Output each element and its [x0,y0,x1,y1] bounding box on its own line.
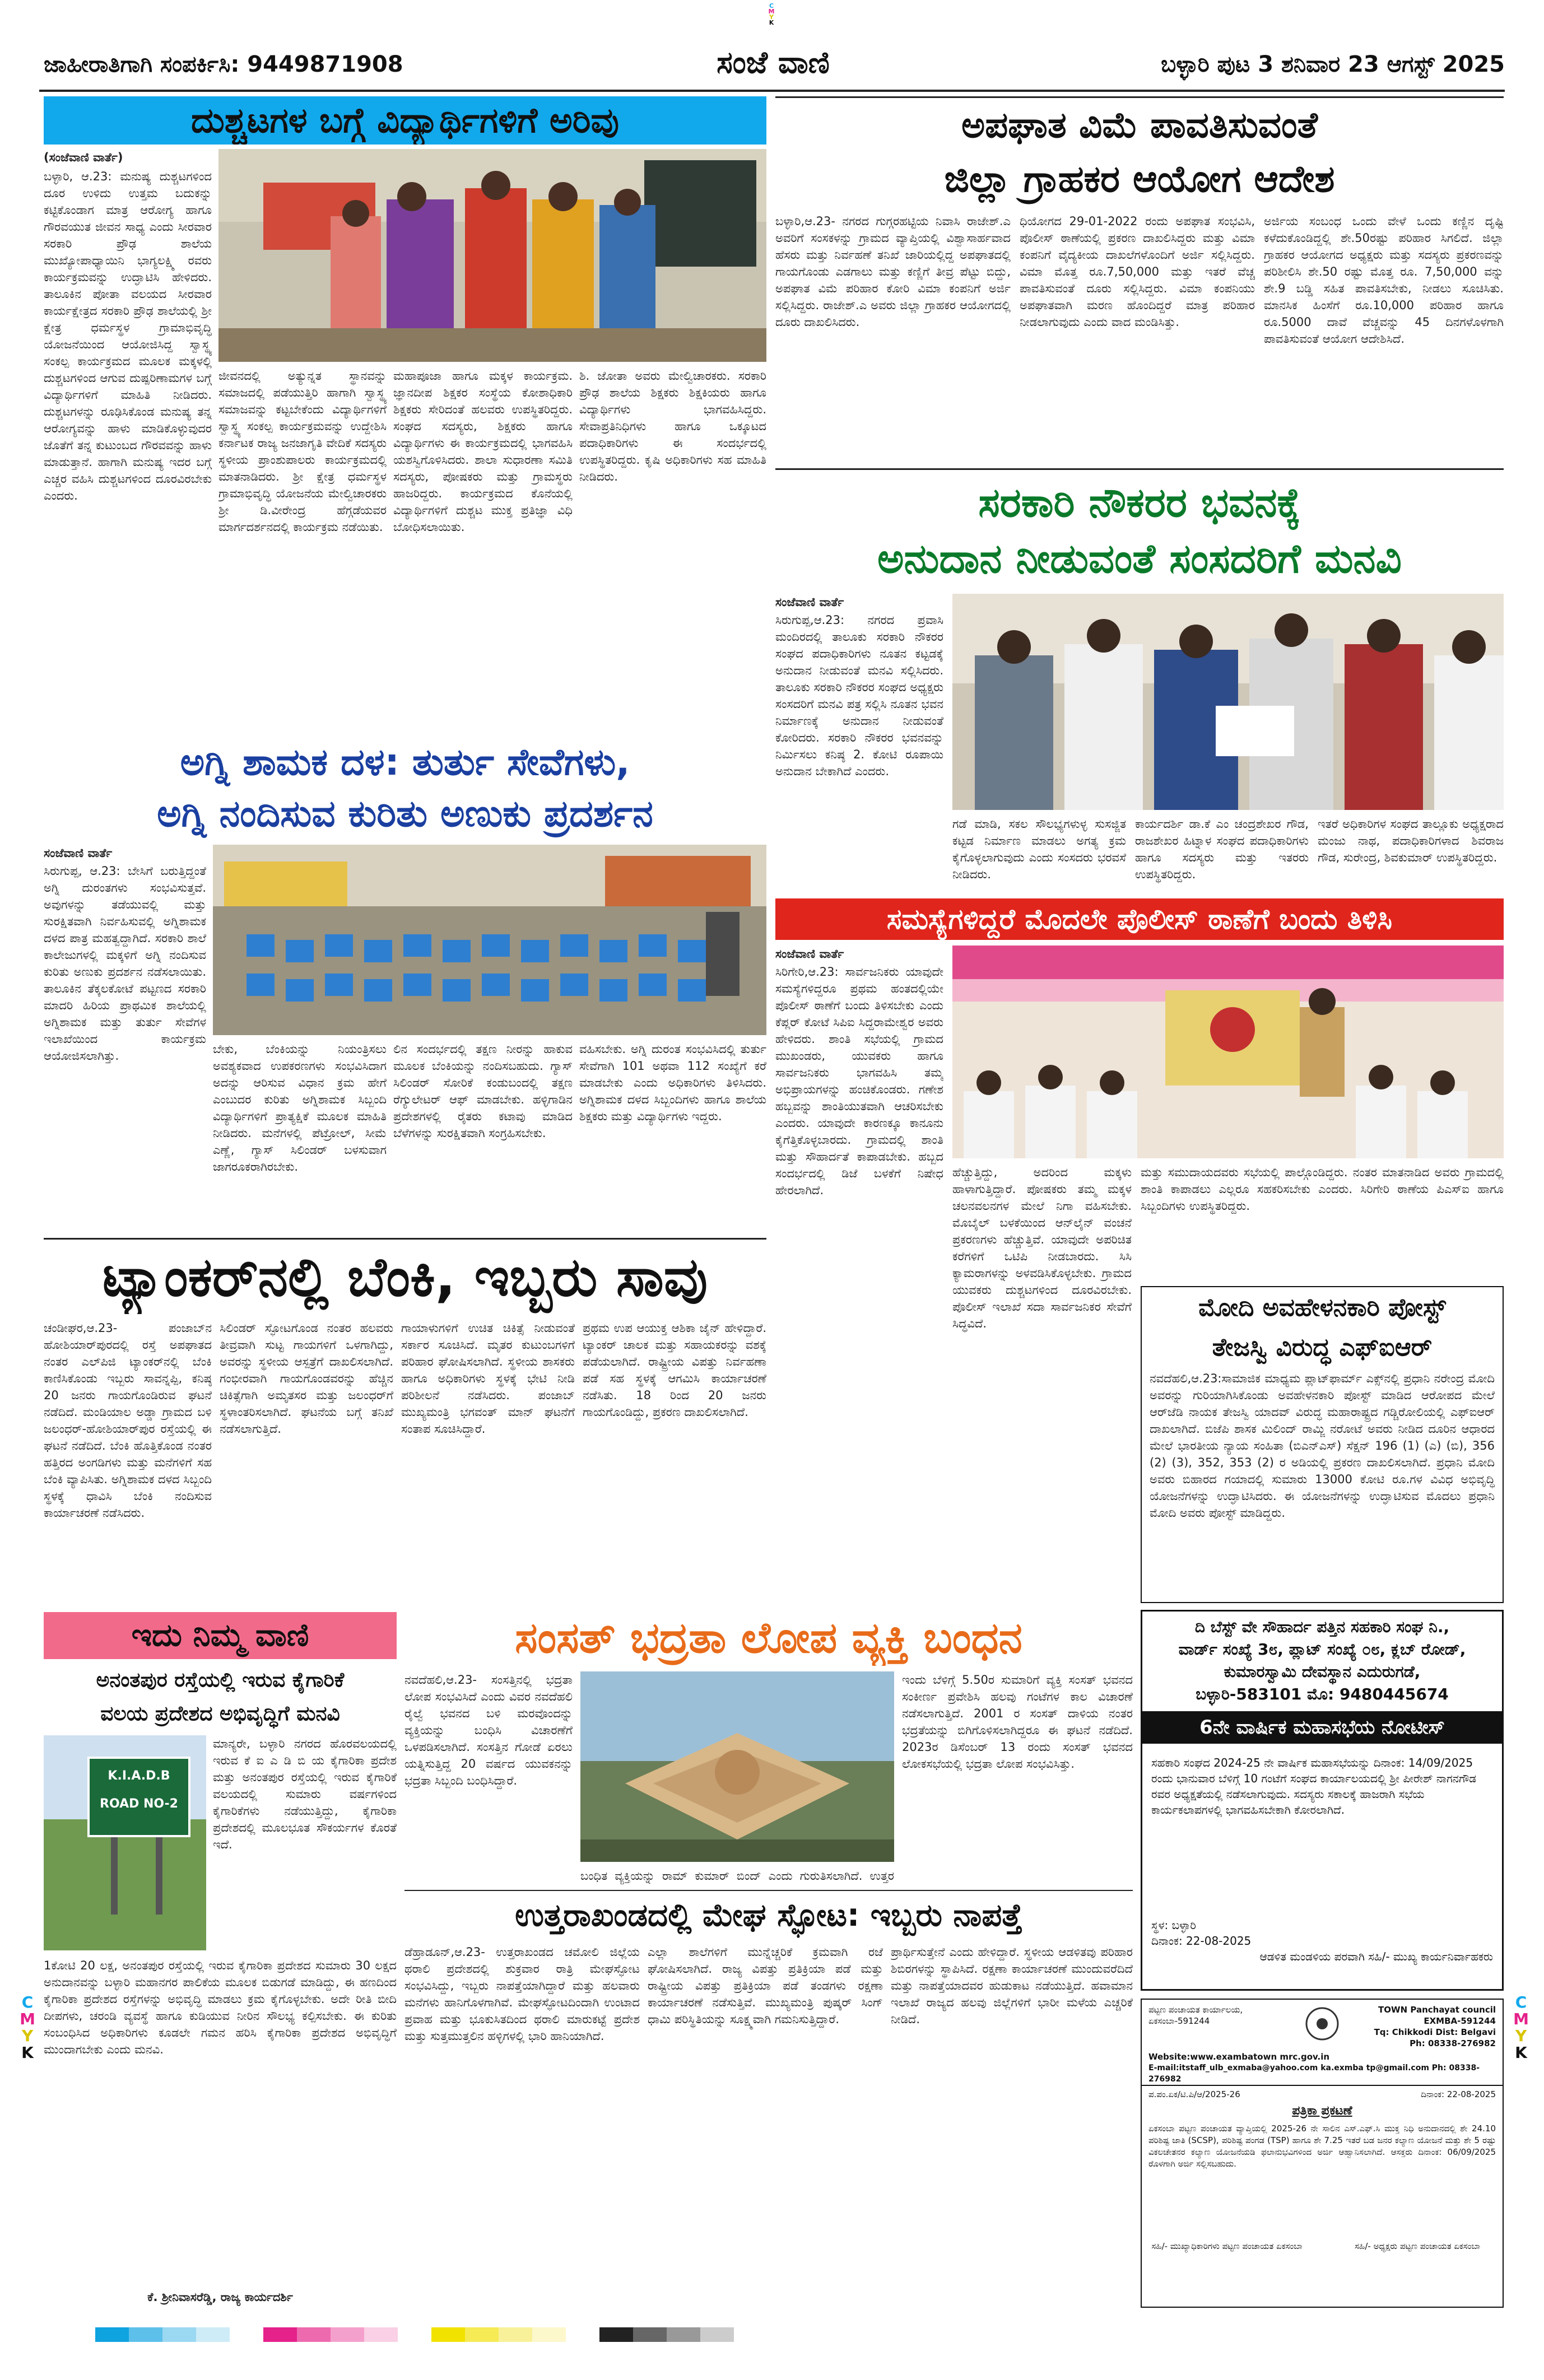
ad2-ref: ಪ.ಪಂ.ಏಕ/ಟಿ.ಪಿ/ಆ/2025-26 [1148,2089,1240,2099]
story7-body: ನವದೆಹಲಿ,ಆ.23:ಸಾಮಾಜಿಕ ಮಾಧ್ಯಮ ಪ್ಲಾಟ್‌ಫಾರ್ಮ್ ಎಕ್ಸ್‌ನಲ್ಲಿ ಪ್ರಧಾನಿ ನರೇಂದ್ರ ಮೋದಿ ಅವರನ್ನು ಗುರಿಯಾಗಿಸಿಕೊಂಡು ಅವಹೇಳನಕಾರಿ ಪೋಸ್ಟ್ ಮಾಡಿದ ಆರೋಪದ ಮೇಲೆ ಆರ್‌ಜೆಡಿ ನಾಯಕ ತೇಜಸ್ವಿ ಯಾದವ್ ವಿರುದ್ಧ ಮಹಾರಾಷ್ಟ್ರದ ಗಡ್ಚಿರೋಲಿಯಲ್ಲಿ ಎಫ್‌ಐಆರ್ ದಾಖಲಾಗಿದೆ. ಬಿಜೆಪಿ ಶಾಸಕ ಮಿಲಿಂದ್ ರಾಮ್ಜಿ ನರೋಟೆ ಅವರು ನೀಡಿದ ದೂರಿನ ಆಧಾರದ ಮೇಲೆ ಭಾರತೀಯ ನ್ಯಾಯ ಸಂಹಿತಾ (ಬಿಎನ್ಎಸ್) ಸೆಕ್ಷನ್ 196 (1) (ಎ) (ಬಿ), 356 (2) (3), 352, 353 (2) ರ ಅಡಿಯಲ್ಲಿ ಪ್ರಕರಣ ದಾಖಲಿಸಲಾಗಿದೆ. ಪ್ರಧಾನಿ ಮೋದಿ ಅವರು ಬಿಹಾರದ ಗಯಾದಲ್ಲಿ ಸುಮಾರು 13000 ಕೋಟಿ ರೂ.ಗಳ ವಿವಿಧ ಅಭಿವೃದ್ಧಿ ಯೋಜನೆಗಳನ್ನು ಉದ್ಘಾಟಿಸಿದರು. ಈ ಯೋಜನೆಗಳನ್ನು ಉದ್ಘಾಟಿಸುವ ಮೊದಲು ಪ್ರಧಾನಿ ಮೋದಿ ಅವರು ಪೋಸ್ಟ್ ಮಾಡಿದ್ದರು. [1150,1372,1495,1520]
story3-col1: ಸಿರುಗುಪ್ಪ,ಆ.23: ನಗರದ ಪ್ರವಾಸಿ ಮಂದಿರದಲ್ಲಿ ತಾಲೂಕು ಸರಕಾರಿ ನೌಕರರ ಸಂಘದ ಪದಾಧಿಕಾರಿಗಳು ನೂತನ ಕಟ್ಟಡಕ್ಕೆ ಅನುದಾನ ನೀಡುವಂತೆ ಮನವಿ ಸಲ್ಲಿಸಿದರು. ತಾಲೂಕು ಸರಕಾರಿ ನೌಕರರ ಸಂಘದ ಅಧ್ಯಕ್ಷರು ಸಂಸದರಿಗೆ ಮನವಿ ಪತ್ರ ಸಲ್ಲಿಸಿ ನೂತನ ಭವನ ನಿರ್ಮಾಣಕ್ಕೆ ಅನುದಾನ ನೀಡುವಂತೆ ಕೋರಿದರು. ಸರಕಾರಿ ನೌಕರರ ಭವನವನ್ನು ನಿರ್ಮಿಸಲು ಕನಿಷ್ಠ 2. ಕೋಟಿ ರೂಪಾಯಿ ಅನುದಾನ ಬೇಕಾಗಿದೆ ಎಂದರು. [775,613,943,778]
story5-col2: ಹೆಚ್ಚುತ್ತಿದ್ದು, ಅದರಿಂದ ಮಕ್ಕಳು ಹಾಳಾಗುತ್ತಿದ್ದಾರೆ. ಪೋಷಕರು ತಮ್ಮ ಮಕ್ಕಳ ಚಲನವಲನಗಳ ಮೇಲೆ ನಿಗಾ ವಹಿಸಬೇಕು. ಮೊಬೈಲ್ ಬಳಕೆಯಿಂದ ಆನ್‌ಲೈನ್ ವಂಚನೆ ಪ್ರಕರಣಗಳು ಹೆಚ್ಚುತ್ತಿವೆ. ಯಾವುದೇ ಅಪರಿಚಿತ ಕರೆಗಳಿಗೆ ಒಟಿಪಿ ನೀಡಬಾರದು. ಸಿಸಿ ಕ್ಯಾಮರಾಗಳನ್ನು ಅಳವಡಿಸಿಕೊಳ್ಳಬೇಕು. ಗ್ರಾಮದ ಯುವಕರು ದುಶ್ಚಟಗಳಿಂದ ದೂರವಿರಬೇಕು. ಪೊಲೀಸ್ ಇಲಾಖೆ ಸದಾ ಸಾರ್ವಜನಿಕರ ಸೇವೆಗೆ ಸಿದ್ಧವಿದೆ. [952,1166,1132,1330]
story1-col2: ಜೀವನದಲ್ಲಿ ಅತ್ಯುನ್ನತ ಸ್ಥಾನವನ್ನು ಸಮಾಜದಲ್ಲಿ ಪಡೆಯುತ್ತಿರಿ ಹಾಗಾಗಿ ಸ್ವಾಸ್ಥ್ಯ ಸಮಾಜವನ್ನು ಕಟ್ಟಬೇಕೆಂದು ವಿದ್ಯಾರ್ಥಿಗಳಿಗೆ ಸ್ವಾಸ್ಥ್ಯ ಸಂಕಲ್ಪ ಕಾರ್ಯಕ್ರಮವನ್ನು ಉದ್ದೇಶಿಸಿ ಕರ್ನಾಟಕ ರಾಜ್ಯ ಜನಜಾಗೃತಿ ವೇದಿಕೆ ಸದಸ್ಯರು ಸ್ಥಳೀಯ ಪ್ರಾಂಶುಪಾಲರು ಕಾರ್ಯಕ್ರಮದಲ್ಲಿ ಮಾತನಾಡಿದರು. ಶ್ರೀ ಕ್ಷೇತ್ರ ಧರ್ಮಸ್ಥಳ ಗ್ರಾಮಾಭಿವೃದ್ಧಿ ಯೋಜನೆಯ ಮೇಲ್ವಿಚಾರಕರು ಶ್ರೀ ಡಿ.ವೀರೇಂದ್ರ ಹೆಗ್ಗಡೆಯವರ ಮಾರ್ಗದರ್ಶನದಲ್ಲಿ ಕಾರ್ಯಕ್ರಮ ನಡೆಯಿತು. [218,369,387,534]
story9-col2: ಬಂಧಿತ ವ್ಯಕ್ತಿಯನ್ನು ರಾಮ್ ಕುಮಾರ್ ಬಿಂದ್ ಎಂದು ಗುರುತಿಸಲಾಗಿದೆ. ಉತ್ತರ [580,1869,894,1883]
story4-byline: ಸಂಜೆವಾಣಿ ವಾರ್ತೆ [44,846,113,860]
ad1-date: ದಿನಾಂಕ: 22-08-2025 [1151,1934,1252,1948]
story4-headline-2: ಅಗ್ನಿ ನಂದಿಸುವ ಕುರಿತು ಅಣುಕು ಪ್ರದರ್ಶನ [157,791,653,835]
story3-headline-2: ಅನುದಾನ ನೀಡುವಂತೆ ಸಂಸದರಿಗೆ ಮನವಿ [877,535,1402,582]
story1-byline: (ಸಂಜೆವಾಣಿ ವಾರ್ತೆ) [44,151,123,164]
ad2-emblem-icon [1291,2004,1353,2043]
ad2-body: ಏಕಸಂಬಾ ಪಟ್ಟಣ ಪಂಚಾಯತ ವ್ಯಾಪ್ತಿಯಲ್ಲಿ 2025-26 ನೇ ಸಾಲಿನ ಎಸ್.ಎಫ್.ಸಿ ಮುಕ್ತ ನಿಧಿ ಅನುದಾನದಲ್ಲಿ ಶೇ 24.10 ಪರಿಶಿಷ್ಟ ಜಾತಿ (SCSP), ಪರಿಶಿಷ್ಟ ಪಂಗಡ (TSP) ಹಾಗೂ ಶೇ 7.25 ಇತರೆ ಬಡ ಜನರ ಕಲ್ಯಾಣ ಯೋಜನೆ ಮತ್ತು ಶೇ 5 ರಷ್ಟು ವಿಕಲಚೇತನರ ಕಲ್ಯಾಣ ಯೋಜನೆಯಡಿ ಫಲಾನುಭವಿಗಳಿಂದ ಅರ್ಜಿ ಆಹ್ವಾನಿಸಲಾಗಿದೆ. ಆಸಕ್ತರು ದಿನಾಂಕ: 06/09/2025 ರೊಳಗಾಗಿ ಅರ್ಜಿ ಸಲ್ಲಿಸಬಹುದು. [1148,2123,1496,2169]
story9-col1: ನವದೆಹಲಿ,ಆ.23- ಸಂಸತ್ತಿನಲ್ಲಿ ಭದ್ರತಾ ಲೋಪ ಸಂಭವಿಸಿದೆ ಎಂದು ವಿವರ ನವದೆಹಲಿ ರೈಲ್ವೆ ಭವನದ ಬಳಿ ಮರವೊಂದನ್ನು ವ್ಯಕ್ತಿಯನ್ನು ಬಂಧಿಸಿ ವಿಚಾರಣೆಗೆ ಒಳಪಡಿಸಲಾಗಿದೆ. ಸಂಸತ್ತಿನ ಗೋಡೆ ಏರಲು ಯತ್ನಿಸುತ್ತಿದ್ದ 20 ವರ್ಷದ ಯುವಕನನ್ನು ಭದ್ರತಾ ಸಿಬ್ಬಂದಿ ಬಂಧಿಸಿದ್ದಾರೆ. [404,1673,573,1787]
masthead-logo: ಸಂಜೆ ವಾಣಿ [717,45,830,80]
ad2-header-right-3: Ph: 08338-276982 [1410,2038,1496,2048]
story4-headline-1: ಅಗ್ನಿ ಶಾಮಕ ದಳ: ತುರ್ತು ಸೇವೆಗಳು, [180,740,630,784]
cmyk-left-mark: C M Y K [20,1993,35,2062]
story7-headline-1: ಮೋದಿ ಅವಹೇಳನಕಾರಿ ಪೋಸ್ಟ್ [1198,1293,1446,1322]
cmyk-right-mark: C M Y K [1513,1993,1529,2062]
ad2-website[interactable]: Website:www.exambatown mrc.gov.in [1148,2052,1330,2062]
story2-headline-1: ಅಪಘಾತ ವಿಮೆ ಪಾವತಿಸುವಂತೆ [961,105,1318,146]
story3-col2: ಗಡೆ ಮಾಡಿ, ಸಕಲ ಸೌಲಭ್ಯಗಳುಳ್ಳ ಸುಸಜ್ಜಿತ ಕಟ್ಟಡ ನಿರ್ಮಾಣ ಮಾಡಲು ಅಗತ್ಯ ಕ್ರಮ ಕೈಗೊಳ್ಳಲಾಗುವುದು ಎಂದು ಸಂಸದರು ಭರವಸೆ ನೀಡಿದರು. [952,817,1126,881]
story10-col2: ಎಲ್ಲಾ ಶಾಲೆಗಳಿಗೆ ಮುನ್ನೆಚ್ಚರಿಕೆ ಕ್ರಮವಾಗಿ ರಜೆ ಘೋಷಿಸಲಾಗಿದೆ. ರಾಜ್ಯ ವಿಪತ್ತು ಪ್ರತಿಕ್ರಿಯಾ ಪಡೆ ಮತ್ತು ರಾಷ್ಟ್ರೀಯ ವಿಪತ್ತು ಪ್ರತಿಕ್ರಿಯಾ ಪಡೆ ತಂಡಗಳು ರಕ್ಷಣಾ ಕಾರ್ಯಾಚರಣೆ ನಡೆಸುತ್ತಿವೆ. ಮುಖ್ಯಮಂತ್ರಿ ಪುಷ್ಕರ್ ಸಿಂಗ್ ಧಾಮಿ ಪರಿಸ್ಥಿತಿಯನ್ನು ಸೂಕ್ಷ್ಮವಾಗಿ ಗಮನಿಸುತ್ತಿದ್ದಾರೆ. [648,1945,883,2026]
ad1-sign: ಆಡಳಿತ ಮಂಡಳಿಯ ಪರವಾಗಿ ಸಹಿ/- ಮುಖ್ಯ ಕಾರ್ಯನಿರ್ವಾಹಕರು [1259,1950,1493,1963]
story6-col3: ಗಾಯಾಳುಗಳಿಗೆ ಉಚಿತ ಚಿಕಿತ್ಸೆ ನೀಡುವಂತೆ ಸರ್ಕಾರ ಸೂಚಿಸಿದೆ. ಮೃತರ ಕುಟುಂಬಗಳಿಗೆ ಪರಿಹಾರ ಘೋಷಿಸಲಾಗಿದೆ. ಸ್ಥಳೀಯ ಶಾಸಕರು ಹಾಗೂ ಅಧಿಕಾರಿಗಳು ಸ್ಥಳಕ್ಕೆ ಭೇಟಿ ನೀಡಿ ಪರಿಶೀಲನೆ ನಡೆಸಿದರು. ಪಂಜಾಬ್ ಮುಖ್ಯಮಂತ್ರಿ ಭಗವಂತ್ ಮಾನ್ ಘಟನೆಗೆ ಸಂತಾಪ ಸೂಚಿಸಿದ್ದಾರೆ. [401,1321,575,1436]
ad1-notice: 6ನೇ ವಾರ್ಷಿಕ ಮಹಾಸಭೆಯ ನೋಟೀಸ್ [1142,1711,1502,1744]
story3-headline-1: ಸರಕಾರಿ ನೌಕರರ ಭವನಕ್ಕೆ [978,479,1301,526]
ad1-title-2: ವಾರ್ಡ್ ಸಂಖ್ಯೆ 3೮, ಪ್ಲಾಟ್ ಸಂಖ್ಯೆ ೦೮, ಕ್ಲಬ್ ರೋಡ್, [1178,1640,1466,1659]
story5-photo [952,946,1504,1158]
story4-col2: ಬೇಕು, ಬೆಂಕಿಯನ್ನು ನಿಯಂತ್ರಿಸಲು ಅವಶ್ಯಕವಾದ ಉಪಕರಣಗಳು ಸಂಭವಿಸಿದಾಗ ಅದನ್ನು ಆರಿಸುವ ವಿಧಾನ ಕ್ರಮ ಹೇಗೆ ಎಂಬುದರ ಕುರಿತು ಅಗ್ನಿಶಾಮಕ ಸಿಬ್ಬಂದಿ ವಿದ್ಯಾರ್ಥಿಗಳಿಗೆ ಪ್ರಾತ್ಯಕ್ಷಿಕೆ ಮೂಲಕ ಮಾಹಿತಿ ನೀಡಿದರು. ಮನೆಗಳಲ್ಲಿ ಪೆಟ್ರೋಲ್, ಸೀಮೆ ಎಣ್ಣೆ, ಗ್ಯಾಸ್ ಸಿಲಿಂಡರ್ ಬಳಸುವಾಗ ಜಾಗರೂಕರಾಗಿರಬೇಕು. [213,1042,387,1173]
ad1-place: ಸ್ಥಳ: ಬಳ್ಳಾರಿ [1151,1918,1196,1932]
story4-col4: ವಹಿಸಬೇಕು. ಅಗ್ನಿ ದುರಂತ ಸಂಭವಿಸಿದಲ್ಲಿ ತುರ್ತು ಸೇವೆಗಾಗಿ 101 ಅಥವಾ 112 ಸಂಖ್ಯೆಗೆ ಕರೆ ಮಾಡಬೇಕು ಎಂದು ಅಧಿಕಾರಿಗಳು ತಿಳಿಸಿದರು. ಅಗ್ನಿಶಾಮಕ ದಳದ ಸಿಬ್ಬಂದಿಗಳು ಹಾಗೂ ಶಾಲೆಯ ಶಿಕ್ಷಕರು ಮತ್ತು ವಿದ್ಯಾರ್ಥಿಗಳು ಇದ್ದರು. [579,1042,766,1123]
ad1-title-3: ಕುಮಾರಸ್ವಾಮಿ ದೇವಸ್ಥಾನ ಎದುರುಗಡೆ, [1224,1662,1421,1681]
masthead-ad-contact: ಜಾಹೀರಾತಿಗಾಗಿ ಸಂಪರ್ಕಿಸಿ: 9449871908 [44,52,403,77]
story5-col3: ಮತ್ತು ಸಮುದಾಯದವರು ಸಭೆಯಲ್ಲಿ ಪಾಲ್ಗೊಂಡಿದ್ದರು. ನಂತರ ಮಾತನಾಡಿದ ಅವರು ಗ್ರಾಮದಲ್ಲಿ ಶಾಂತಿ ಕಾಪಾಡಲು ಎಲ್ಲರೂ ಸಹಕರಿಸಬೇಕು ಎಂದರು. ಸಿರಿಗೇರಿ ಠಾಣೆಯ ಪಿಎಸ್ಐ ಹಾಗೂ ಸಿಬ್ಬಂದಿಗಳು ಉಪಸ್ಥಿತರಿದ್ದರು. [1141,1166,1504,1213]
story8-sign-line2: ROAD NO-2 [100,1797,178,1811]
story7-box [1141,1286,1504,1603]
story1-col1: ಬಳ್ಳಾರಿ, ಆ.23: ಮನುಷ್ಯ ದುಶ್ಚಟಗಳಿಂದ ದೂರ ಉಳಿದು ಉತ್ತಮ ಬದುಕನ್ನು ಕಟ್ಟಿಕೊಂಡಾಗ ಮಾತ್ರ ಆರೋಗ್ಯ ಹಾಗೂ ಗೌರವಯುತ ಜೀವನ ಸಾಧ್ಯ ಎಂದು ಸೀರವಾರ ಸರಕಾರಿ ಪ್ರೌಢ ಶಾಲೆಯ ಮುಖ್ಯೋಪಾಧ್ಯಾಯಿನಿ ಭಾಗ್ಯಲಕ್ಷ್ಮಿ ರವರು ಕಾರ್ಯಕ್ರಮವನ್ನು ಉದ್ಘಾಟಿಸಿ ಹೇಳಿದರು. ತಾಲೂಕಿನ ಪೋತಾ ವಲಯದ ಸೀರವಾರ ಕಾರ್ಯಕ್ಷೇತ್ರದ ಸರಕಾರಿ ಪ್ರೌಢ ಶಾಲೆಯಲ್ಲಿ ಶ್ರೀ ಕ್ಷೇತ್ರ ಧರ್ಮಸ್ಥಳ ಗ್ರಾಮಾಭಿವೃದ್ಧಿ ಯೋಜನೆಯಿಂದ ಆಯೋಜಿಸಿದ್ದ ಸ್ವಾಸ್ಥ್ಯ ಸಂಕಲ್ಪ ಕಾರ್ಯಕ್ರಮದ ಮೂಲಕ ಮಕ್ಕಳಲ್ಲಿ ದುಶ್ಚಟಗಳಿಂದ ಆಗುವ ದುಷ್ಪರಿಣಾಮಗಳ ಬಗ್ಗೆ ವಿದ್ಯಾರ್ಥಿಗಳಿಗೆ ಮಾಹಿತಿ ನೀಡಿದರು. ದುಶ್ಚಟಗಳನ್ನು ರೂಢಿಸಿಕೊಂಡ ಮನುಷ್ಯ ತನ್ನ ಆರೋಗ್ಯವನ್ನು ಹಾಳು ಮಾಡಿಕೊಳ್ಳುವುದರ ಜೊತೆಗೆ ತನ್ನ ಕುಟುಂಬದ ಗೌರವವನ್ನು ಹಾಳು ಮಾಡುತ್ತಾನೆ. ಹಾಗಾಗಿ ಮನುಷ್ಯ ಇದರ ಬಗ್ಗೆ ಎಚ್ಚರ ವಹಿಸಿ ದುಶ್ಚಟಗಳಿಂದ ದೂರವಿರಬೇಕು ಎಂದರು. [44,170,212,502]
story2-headline-2: ಜಿಲ್ಲಾ ಗ್ರಾಹಕರ ಆಯೋಗ ಆದೇಶ [944,157,1335,201]
story1-col4: ಶಿ. ಜೋತಾ ಅವರು ಮೇಲ್ವಿಚಾರಕರು. ಸರಕಾರಿ ಪ್ರೌಢ ಶಾಲೆಯ ಶಿಕ್ಷಕರು ಶಿಕ್ಷಕಿಯರು ಹಾಗೂ ವಿದ್ಯಾರ್ಥಿಗಳು ಭಾಗವಹಿಸಿದ್ದರು. ಸೇವಾಪ್ರತಿನಿಧಿಗಳು ಹಾಗೂ ಒಕ್ಕೂಟದ ಪದಾಧಿಕಾರಿಗಳು ಈ ಸಂದರ್ಭದಲ್ಲಿ ಉಪಸ್ಥಿತರಿದ್ದರು. ಕೃಷಿ ಅಧಿಕಾರಿಗಳು ಸಹ ಮಾಹಿತಿ ನೀಡಿದರು. [579,369,766,483]
ad1-box [1141,1610,1504,1991]
story4-photo [213,845,766,1035]
story2-col1: ಬಳ್ಳಾರಿ,ಆ.23- ನಗರದ ಗುಗ್ಗರಹಟ್ಟಿಯ ನಿವಾಸಿ ರಾಜೇಶ್.ಎ ಅವರಿಗೆ ಸಂಸಕಳನ್ನು ಗ್ರಾಮದ ವ್ಯಾಪ್ತಿಯಲ್ಲಿ ವಿಶ್ವಾಸಾರ್ಹವಾದ ಹೆಸರು ಮತ್ತು ನಿರ್ವಹಣೆ ತನಿಖೆ ಜಾರಿಯಲ್ಲಿದ್ದ ಅಪಘಾತದಲ್ಲಿ ಗಾಯಗೊಂಡು ಎಡಗಾಲು ಮತ್ತು ಕಣ್ಣಿಗೆ ತೀವ್ರ ಪೆಟ್ಟು ಬಿದ್ದು, ಅಪಘಾತ ವಿಮೆ ಪರಿಹಾರ ಕೋರಿ ವಿಮಾ ಕಂಪನಿಗೆ ಅರ್ಜಿ ಸಲ್ಲಿಸಿದ್ದರು. ರಾಜೇಶ್.ಎ ಅವರು ಜಿಲ್ಲಾ ಗ್ರಾಹಕರ ಆಯೋಗದಲ್ಲಿ ದೂರು ದಾಖಲಿಸಿದರು. [775,215,1011,329]
story9-col3: ಇಂದು ಬೆಳಿಗ್ಗೆ 5.50ರ ಸುಮಾರಿಗೆ ವ್ಯಕ್ತಿ ಸಂಸತ್ ಭವನದ ಸಂಕೀರ್ಣ ಪ್ರವೇಶಿಸಿ ಹಲವು ಗಂಟೆಗಳ ಕಾಲ ವಿಚಾರಣೆ ನಡೆಸಲಾಗುತ್ತಿದೆ. 2001 ರ ಸಂಸತ್ ದಾಳಿಯ ನಂತರ ಭದ್ರತೆಯನ್ನು ಬಿಗಿಗೊಳಿಸಲಾಗಿದ್ದರೂ ಈ ಘಟನೆ ನಡೆದಿದೆ. 2023ರ ಡಿಸೆಂಬರ್ 13 ರಂದು ಸಂಸತ್ ಭವನದ ಲೋಕಸಭೆಯಲ್ಲಿ ಭದ್ರತಾ ಲೋಪ ಸಂಭವಿಸಿತ್ತು. [902,1673,1133,1771]
story3-byline: ಸಂಜೆವಾಣಿ ವಾರ್ತೆ [775,595,844,609]
story5-byline: ಸಂಜೆವಾಣಿ ವಾರ್ತೆ [775,947,844,961]
masthead-rule [39,90,1505,92]
story4-col1: ಸಿರುಗುಪ್ಪ, ಆ.23: ಬೇಸಿಗೆ ಬರುತ್ತಿದ್ದಂತೆ ಅಗ್ನಿ ದುರಂತಗಳು ಸಂಭವಿಸುತ್ತವೆ. ಅವುಗಳನ್ನು ತಡೆಯುವಲ್ಲಿ ಮತ್ತು ಸುರಕ್ಷಿತವಾಗಿ ನಿರ್ವಹಿಸುವಲ್ಲಿ ಅಗ್ನಿಶಾಮಕ ದಳದ ಪಾತ್ರ ಮಹತ್ವದ್ದಾಗಿದೆ. ಸರಕಾರಿ ಶಾಲೆ ಕಾಲೇಜುಗಳಲ್ಲಿ ಮಕ್ಕಳಿಗೆ ಅಗ್ನಿ ನಂದಿಸುವ ಕುರಿತು ಅಣುಕು ಪ್ರದರ್ಶನ ನಡೆಸಲಾಯಿತು. ತಾಲೂಕಿನ ತೆಕ್ಕಲಕೋಟೆ ಪಟ್ಟಣದ ಸರಕಾರಿ ಮಾದರಿ ಹಿರಿಯ ಪ್ರಾಥಮಿಕ ಶಾಲೆಯಲ್ಲಿ ಅಗ್ನಿಶಾಮಕ ಮತ್ತು ತುರ್ತು ಸೇವೆಗಳ ಇಲಾಖೆಯಿಂದ ಕಾರ್ಯಕ್ರಮ ಆಯೋಜಿಸಲಾಗಿತ್ತು. [44,864,206,1063]
story7-headline-2: ತೇಜಸ್ವಿ ವಿರುದ್ಧ ಎಫ್‌ಐಆರ್ [1212,1333,1433,1362]
story6-col2: ಸಿಲಿಂಡರ್ ಸ್ಫೋಟಗೊಂಡ ನಂತರ ಹಲವರು ತೀವ್ರವಾಗಿ ಸುಟ್ಟ ಗಾಯಗಳಿಗೆ ಒಳಗಾಗಿದ್ದು, ಅವರನ್ನು ಸ್ಥಳೀಯ ಆಸ್ಪತ್ರೆಗೆ ದಾಖಲಿಸಲಾಗಿದೆ. ಗಂಭೀರವಾಗಿ ಗಾಯಗೊಂಡವರನ್ನು ಹೆಚ್ಚಿನ ಚಿಕಿತ್ಸೆಗಾಗಿ ಅಮೃತಸರ ಮತ್ತು ಜಲಂಧರ್‌ಗೆ ಸ್ಥಳಾಂತರಿಸಲಾಗಿದೆ. ಘಟನೆಯ ಬಗ್ಗೆ ತನಿಖೆ ನಡೆಸಲಾಗುತ್ತಿದೆ. [220,1321,393,1436]
story5-col1: ಸಿರಿಗೇರಿ,ಆ.23: ಸಾರ್ವಜನಿಕರು ಯಾವುದೇ ಸಮಸ್ಯೆಗಳಿದ್ದರೂ ಪ್ರಥಮ ಹಂತದಲ್ಲಿಯೇ ಪೊಲೀಸ್ ಠಾಣೆಗೆ ಬಂದು ತಿಳಿಸಬೇಕು ಎಂದು ಕೆಪ್ಲರ್ ಕೋಟೆ ಸಿಪಿಐ ಸಿದ್ದರಾಮೇಶ್ವರ ಅವರು ಹೇಳಿದರು. ಶಾಂತಿ ಸಭೆಯಲ್ಲಿ ಗ್ರಾಮದ ಮುಖಂಡರು, ಯುವಕರು ಹಾಗೂ ಸಾರ್ವಜನಿಕರು ಭಾಗವಹಿಸಿ ತಮ್ಮ ಅಭಿಪ್ರಾಯಗಳನ್ನು ಹಂಚಿಕೊಂಡರು. ಗಣೇಶ ಹಬ್ಬವನ್ನು ಶಾಂತಿಯುತವಾಗಿ ಆಚರಿಸಬೇಕು ಎಂದರು. ಯಾವುದೇ ಕಾರಣಕ್ಕೂ ಕಾನೂನು ಕೈಗೆತ್ತಿಕೊಳ್ಳಬಾರದು. ಗ್ರಾಮದಲ್ಲಿ ಶಾಂತಿ ಮತ್ತು ಸೌಹಾರ್ದತೆ ಕಾಪಾಡಬೇಕು. ಹಬ್ಬದ ಸಂದರ್ಭದಲ್ಲಿ ಡಿಜೆ ಬಳಕೆಗೆ ನಿಷೇಧ ಹೇರಲಾಗಿದೆ. [775,965,943,1197]
story5-headline: ಸಮಸ್ಯೆಗಳಿದ್ದರೆ ಮೊದಲೇ ಪೊಲೀಸ್ ಠಾಣೆಗೆ ಬಂದು ತಿಳಿಸಿ [775,898,1504,940]
story8-signature: ಕೆ. ಶ್ರೀನಿವಾಸರೆಡ್ಡಿ, ರಾಜ್ಯ ಕಾರ್ಯದರ್ಶಿ [147,2290,293,2304]
story9-photo [580,1671,894,1862]
story8-body: 1ಕೋಟಿ 20 ಲಕ್ಷ, ಅನಂತಪುರ ರಸ್ತೆಯಲ್ಲಿ ಇರುವ ಕೈಗಾರಿಕಾ ಪ್ರದೇಶದ ಸುಮಾರು 30 ಲಕ್ಷದ ಅನುದಾನವನ್ನು ಬಳ್ಳಾರಿ ಮಹಾನಗರ ಪಾಲಿಕೆಯ ಮೂಲಕ ಬಿಡುಗಡೆ ಮಾಡಿದ್ದು, ಈ ಹಣದಿಂದ ಕೈಗಾರಿಕಾ ಪ್ರದೇಶದ ರಸ್ತೆಗಳನ್ನು ಅಭಿವೃದ್ಧಿ ಮಾಡಲು ಕ್ರಮ ಕೈಗೊಳ್ಳಬೇಕು. ಅದೇ ರೀತಿ ಬೀದಿ ದೀಪಗಳು, ಚರಂಡಿ ವ್ಯವಸ್ಥೆ ಹಾಗೂ ಕುಡಿಯುವ ನೀರಿನ ಸೌಲಭ್ಯ ಕಲ್ಪಿಸಬೇಕು. ಈ ಕುರಿತು ಸಂಬಂಧಿಸಿದ ಅಧಿಕಾರಿಗಳು ಕೂಡಲೇ ಗಮನ ಹರಿಸಿ ಕೈಗಾರಿಕಾ ಪ್ರದೇಶದ ಅಭಿವೃದ್ಧಿಗೆ ಮುಂದಾಗಬೇಕು ಎಂದು ಮನವಿ. [44,1959,397,2056]
story1-photo [218,149,766,362]
story8-headline-2: ವಲಯ ಪ್ರದೇಶದ ಅಭಿವೃದ್ಧಿಗೆ ಮನವಿ [100,1702,340,1725]
ad1-title-1: ದಿ ಬೆಸ್ಟ್ ವೇ ಸೌಹಾರ್ದ ಪತ್ತಿನ ಸಹಕಾರಿ ಸಂಘ ನಿ., [1194,1618,1450,1636]
story8-tag: ಇದು ನಿಮ್ಮ ವಾಣಿ [44,1612,397,1659]
story2-col3: ಅರ್ಜಿಯ ಸಂಬಂಧ ಒಂದು ವೇಳೆ ಒಂದು ಕಣ್ಣಿನ ದೃಷ್ಟಿ ಕಳೆದುಕೊಂಡಿದ್ದಲ್ಲಿ ಶೇ.50ರಷ್ಟು ಪರಿಹಾರ ಸಿಗಲಿದೆ. ಜಿಲ್ಲಾ ಗ್ರಾಹಕರ ಆಯೋಗದ ಅಧ್ಯಕ್ಷರು ಮತ್ತು ಸದಸ್ಯರು ಪ್ರಕರಣವನ್ನು ಪರಿಶೀಲಿಸಿ ಶೇ.50 ರಷ್ಟು ಮೊತ್ತ ರೂ. 7,50,000 ವನ್ನು ಶೇ.9 ಬಡ್ಡಿ ಸಹಿತ ಪಾವತಿಸಬೇಕು, ನೀಡಲು ಸೂಚಿಸಿತು. ಮಾನಸಿಕ ಹಿಂಸೆಗೆ ರೂ.10,000 ಪರಿಹಾರ ಹಾಗೂ ರೂ.5000 ದಾವೆ ವೆಚ್ಚವನ್ನು 45 ದಿನಗಳೊಳಗಾಗಿ ಪಾವತಿಸುವಂತೆ ಆಯೋಗ ಆದೇಶಿಸಿದೆ. [1264,215,1504,346]
story1-col3: ಮಹಾಪೂಜಾ ಹಾಗೂ ಮಕ್ಕಳ ಕಾರ್ಯಕ್ರಮ. ಜ್ಞಾನದೀಪ ಶಿಕ್ಷಕರ ಸಂಸ್ಥೆಯ ಕೋಶಾಧಿಕಾರಿ ಶಿಕ್ಷಕರು ಸೇರಿದಂತೆ ಹಲವರು ಉಪಸ್ಥಿತರಿದ್ದರು. ಸಂಘದ ಸದಸ್ಯರು, ಶಿಕ್ಷಕರು ಹಾಗೂ ವಿದ್ಯಾರ್ಥಿಗಳು ಈ ಕಾರ್ಯಕ್ರಮದಲ್ಲಿ ಭಾಗವಹಿಸಿ ಯಶಸ್ವಿಗೊಳಿಸಿದರು. ಶಾಲಾ ಸುಧಾರಣಾ ಸಮಿತಿ ಸದಸ್ಯರು, ಪೋಷಕರು ಮತ್ತು ಗ್ರಾಮಸ್ಥರು ಹಾಜರಿದ್ದರು. ಕಾರ್ಯಕ್ರಮದ ಕೊನೆಯಲ್ಲಿ ವಿದ್ಯಾರ್ಥಿಗಳಿಗೆ ದುಶ್ಚಟ ಮುಕ್ತ ಪ್ರತಿಜ್ಞಾ ವಿಧಿ ಬೋಧಿಸಲಾಯಿತು. [393,369,573,534]
ad1-title-4: ಬಳ್ಳಾರಿ-583101 ಮೊ: 9480445674 [1196,1685,1449,1703]
story6-rule-top [44,1238,766,1240]
story3-photo [952,594,1504,810]
story4-col3: ಲಿನ ಸಂದರ್ಭದಲ್ಲಿ ತಕ್ಷಣ ನೀರನ್ನು ಹಾಕುವ ಮೂಲಕ ಬೆಂಕಿಯನ್ನು ನಂದಿಸಬಹುದು. ಗ್ಯಾಸ್ ಸಿಲಿಂಡರ್ ಸೋರಿಕೆ ಕಂಡುಬಂದಲ್ಲಿ ತಕ್ಷಣ ರೆಗ್ಯುಲೇಟರ್ ಆಫ್ ಮಾಡಬೇಕು. ಹಳ್ಳಿಗಾಡಿನ ಪ್ರದೇಶಗಳಲ್ಲಿ ರೈತರು ಕಟಾವು ಮಾಡಿದ ಬೆಳೆಗಳನ್ನು ಸುರಕ್ಷಿತವಾಗಿ ಸಂಗ್ರಹಿಸಬೇಕು. [393,1042,573,1140]
ad2-header-right-1: TOWN Panchayat council EXMBA-591244 [1378,2005,1496,2026]
story10-headline: ಉತ್ತರಾಖಂಡದಲ್ಲಿ ಮೇಘ ಸ್ಫೋಟ: ಇಬ್ಬರು ನಾಪತ್ತೆ [515,1897,1022,1934]
story8-intro: ಮಾನ್ಯರೇ, ಬಳ್ಳಾರಿ ನಗರದ ಹೊರವಲಯದಲ್ಲಿ ಇರುವ ಕೆ ಐ ಎ ಡಿ ಬಿ ಯ ಕೈಗಾರಿಕಾ ಪ್ರದೇಶ ಮತ್ತು ಅನಂತಪುರ ರಸ್ತೆಯಲ್ಲಿ ಇರುವ ಕೈಗಾರಿಕೆ ವಲಯದಲ್ಲಿ ಸುಮಾರು ವರ್ಷಗಳಿಂದ ಕೈಗಾರಿಕೆಗಳು ನಡೆಯುತ್ತಿದ್ದು, ಕೈಗಾರಿಕಾ ಪ್ರದೇಶದಲ್ಲಿ ಮೂಲಭೂತ ಸೌಕರ್ಯಗಳ ಕೊರತೆ ಇದೆ. [213,1737,397,1851]
masthead-date-page: ಬಳ್ಳಾರಿ ಪುಟ 3 ಶನಿವಾರ 23 ಆಗಸ್ಟ್ 2025 [1161,52,1505,77]
story2-frame-bottom [775,468,1504,470]
story10-col1: ಡೆಹ್ರಾಡೂನ್,ಆ.23- ಉತ್ತರಾಖಂಡದ ಚಮೋಲಿ ಜಿಲ್ಲೆಯ ಥರಾಲಿ ಪ್ರದೇಶದಲ್ಲಿ ಶುಕ್ರವಾರ ರಾತ್ರಿ ಮೇಘಸ್ಫೋಟ ಸಂಭವಿಸಿದ್ದು, ಇಬ್ಬರು ನಾಪತ್ತೆಯಾಗಿದ್ದಾರೆ ಮತ್ತು ಹಲವಾರು ಮನೆಗಳು ಹಾನಿಗೊಳಗಾಗಿವೆ. ಮೇಘಸ್ಫೋಟದಿಂದಾಗಿ ಉಂಟಾದ ಪ್ರವಾಹ ಮತ್ತು ಭೂಕುಸಿತದಿಂದ ಥರಾಲಿ ಮಾರುಕಟ್ಟೆ ಪ್ರದೇಶ ಮತ್ತು ಸುತ್ತಮುತ್ತಲಿನ ಹಳ್ಳಿಗಳಲ್ಲಿ ಭಾರಿ ಹಾನಿಯಾಗಿದೆ. [404,1945,640,2043]
story2-frame-top [775,96,1504,98]
story10-rule-top [404,1890,1133,1891]
story3-col4: ಇತರೆ ಅಧಿಕಾರಿಗಳ ಸಂಘದ ತಾಲ್ಲೂಕು ಅಧ್ಯಕ್ಷರಾದ ಮಂಜು ನಾಥ, ಪದಾಧಿಕಾರಿಗಳಾದ ಶಿವರಾಜ ಗೌಡ, ಸುರೇಂದ್ರ, ಶಿವಕುಮಾರ್ ಉಪಸ್ಥಿತರಿದ್ದರು. [1318,817,1504,864]
story6-headline: ಟ್ಯಾಂಕರ್‌ನಲ್ಲಿ ಬೆಂಕಿ, ಇಬ್ಬರು ಸಾವು [103,1246,708,1308]
ad2-header-left: ಪಟ್ಟಣ ಪಂಚಾಯತ ಕಾರ್ಯಾಲಯ, ಏಕಸಂಬಾ-591244 [1148,2005,1243,2026]
ad2-sign-left: ಸಹಿ/- ಮುಖ್ಯಾಧಿಕಾರಿಗಳು ಪಟ್ಟಣ ಪಂಚಾಯತ ಏಕಸಂಬಾ [1151,2241,1303,2251]
ad2-sign-right: ಸಹಿ/- ಅಧ್ಯಕ್ಷರು ಪಟ್ಟಣ ಪಂಚಾಯತ ಏಕಸಂಬಾ [1355,2241,1480,2251]
cmyk-top-mark: C M Y K [768,2,775,26]
story10-col3: ಪ್ರಾರ್ಥಿಸುತ್ತೇನೆ ಎಂದು ಹೇಳಿದ್ದಾರೆ. ಸ್ಥಳೀಯ ಆಡಳಿತವು ಪರಿಹಾರ ಶಿಬಿರಗಳನ್ನು ಸ್ಥಾಪಿಸಿದೆ. ರಕ್ಷಣಾ ಕಾರ್ಯಾಚರಣೆ ಮುಂದುವರೆದಿದೆ ಮತ್ತು ನಾಪತ್ತೆಯಾದವರ ಹುಡುಕಾಟ ನಡೆಯುತ್ತಿದೆ. ಹವಾಮಾನ ಇಲಾಖೆ ರಾಜ್ಯದ ಹಲವು ಜಿಲ್ಲೆಗಳಿಗೆ ಭಾರೀ ಮಳೆಯ ಎಚ್ಚರಿಕೆ ನೀಡಿದೆ. [891,1945,1133,2026]
ad2-title: ಪತ್ರಿಕಾ ಪ್ರಕಟಣೆ [1292,2104,1352,2118]
story8-headline-1: ಅನಂತಪುರ ರಸ್ತೆಯಲ್ಲಿ ಇರುವ ಕೈಗಾರಿಕೆ [96,1669,345,1692]
story8-photo [44,1735,206,1950]
story3-col3: ಕಾರ್ಯದರ್ಶಿ ಡಾ.ಕೆ ಎಂ ಚಂದ್ರಶೇಖರ ಗೌಡ, ರಾಜಶೇಖರ ಹಿಟ್ನಾಳ ಸಂಘದ ಪದಾಧಿಕಾರಿಗಳು ಹಾಗೂ ಸದಸ್ಯರು ಮತ್ತು ಇತರರು ಉಪಸ್ಥಿತರಿದ್ದರು. [1135,817,1309,881]
story6-col4: ಪ್ರಥಮ ಉಪ ಆಯುಕ್ತ ಆಶಿಕಾ ಜೈನ್ ಹೇಳಿದ್ದಾರೆ. ಟ್ಯಾಂಕರ್ ಚಾಲಕ ಮತ್ತು ಸಹಾಯಕರನ್ನು ವಶಕ್ಕೆ ಪಡೆಯಲಾಗಿದೆ. ರಾಷ್ಟ್ರೀಯ ವಿಪತ್ತು ನಿರ್ವಹಣಾ ಪಡೆ ಸಹ ಸ್ಥಳಕ್ಕೆ ಆಗಮಿಸಿ ಕಾರ್ಯಾಚರಣೆ ನಡೆಸಿತು. 18 ರಿಂದ 20 ಜನರು ಗಾಯಗೊಂಡಿದ್ದು, ಪ್ರಕರಣ ದಾಖಲಿಸಲಾಗಿದೆ. [583,1321,766,1419]
story1-headline: ದುಶ್ಚಟಗಳ ಬಗ್ಗೆ ವಿದ್ಯಾರ್ಥಿಗಳಿಗೆ ಅರಿವು [44,96,766,145]
story9-headline: ಸಂಸತ್ ಭದ್ರತಾ ಲೋಪ ವ್ಯಕ್ತಿ ಬಂಧನ [515,1612,1022,1662]
story2-col2: ಧಿಯೋಗದ 29-01-2022 ರಂದು ಅಪಘಾತ ಸಂಭವಿಸಿ, ಪೊಲೀಸ್ ಠಾಣೆಯಲ್ಲಿ ಪ್ರಕರಣ ದಾಖಲಿಸಿದ್ದರು ಮತ್ತು ವಿಮಾ ಕಂಪನಿಗೆ ವೈದ್ಯಕೀಯ ದಾಖಲೆಗಳೊಂದಿಗೆ ಅರ್ಜಿ ಸಲ್ಲಿಸಿದ್ದರು. ವಿಮಾ ಮೊತ್ತ ರೂ.7,50,000 ಮತ್ತು ಇತರೆ ವೆಚ್ಚ ಪಾವತಿಸುವಂತೆ ದೂರು ಸಲ್ಲಿಸಿದ್ದರು. ವಿಮಾ ಕಂಪನಿಯು ಅಪಘಾತವಾಗಿ ಮರಣ ಹೊಂದಿದ್ದರೆ ಮಾತ್ರ ಪರಿಹಾರ ನೀಡಲಾಗುವುದು ಎಂದು ವಾದ ಮಂಡಿಸಿತ್ತು. [1020,215,1255,329]
story8-sign-line1: K.I.A.D.B [108,1769,170,1783]
ad2-header-right-2: Tq: Chikkodi Dist: Belgavi [1374,2027,1496,2037]
ad2-email[interactable]: E-mail:itstaff_ulb_exmaba@yahoo.com ka.exmba tp@gmail.com Ph: 08338-276982 [1142,2062,1503,2086]
ad2-ref-date: ದಿನಾಂಕ: 22-08-2025 [1421,2089,1496,2099]
story6-col1: ಚಂಡೀಘರ,ಆ.23- ಪಂಜಾಬ್‌ನ ಹೋಶಿಯಾರ್‌ಪುರದಲ್ಲಿ ರಸ್ತೆ ಅಪಘಾತದ ನಂತರ ಎಲ್‌ಪಿಜಿ ಟ್ಯಾಂಕರ್‌ನಲ್ಲಿ ಬೆಂಕಿ ಕಾಣಿಸಿಕೊಂಡು ಇಬ್ಬರು ಸಾವನ್ನಪ್ಪಿ, ಕನಿಷ್ಠ 20 ಜನರು ಗಾಯಗೊಂಡಿರುವ ಘಟನೆ ನಡೆದಿದೆ. ಮಂಡಿಯಾಲ ಅಡ್ಡಾ ಗ್ರಾಮದ ಬಳಿ ಜಲಂಧರ್-ಹೋಶಿಯಾರ್‌ಪುರ ರಸ್ತೆಯಲ್ಲಿ ಈ ಘಟನೆ ನಡೆದಿದೆ. ಬೆಂಕಿ ಹೊತ್ತಿಕೊಂಡ ನಂತರ ಹತ್ತಿರದ ಅಂಗಡಿಗಳು ಮತ್ತು ಮನೆಗಳಿಗೆ ಸಹ ಬೆಂಕಿ ವ್ಯಾಪಿಸಿತು. ಅಗ್ನಿಶಾಮಕ ದಳದ ಸಿಬ್ಬಂದಿ ಸ್ಥಳಕ್ಕೆ ಧಾವಿಸಿ ಬೆಂಕಿ ನಂದಿಸುವ ಕಾರ್ಯಾಚರಣೆ ನಡೆಸಿದರು. [44,1321,212,1520]
ad2-box [1141,1999,1504,2308]
ad1-body: ಸಹಕಾರಿ ಸಂಘದ 2024-25 ನೇ ವಾರ್ಷಿಕ ಮಹಾಸಭೆಯನ್ನು ದಿನಾಂಕ: 14/09/2025 ರಂದು ಭಾನುವಾರ ಬೆಳಿಗ್ಗೆ 10 ಗಂಟೆಗೆ ಸಂಘದ ಕಾರ್ಯಾಲಯದಲ್ಲಿ ಶ್ರೀ ಪೀರೇಶ್ ನಾಗನಗೌಡ ರವರ ಅಧ್ಯಕ್ಷತೆಯಲ್ಲಿ ನಡೆಸಲಾಗುವುದು. ಸದಸ್ಯರು ಸಕಾಲಕ್ಕೆ ಹಾಜರಾಗಿ ಸಭೆಯ ಕಾರ್ಯಕಲಾಪಗಳಲ್ಲಿ ಭಾಗವಹಿಸಬೇಕಾಗಿ ಕೋರಲಾಗಿದೆ. [1151,1756,1477,1817]
